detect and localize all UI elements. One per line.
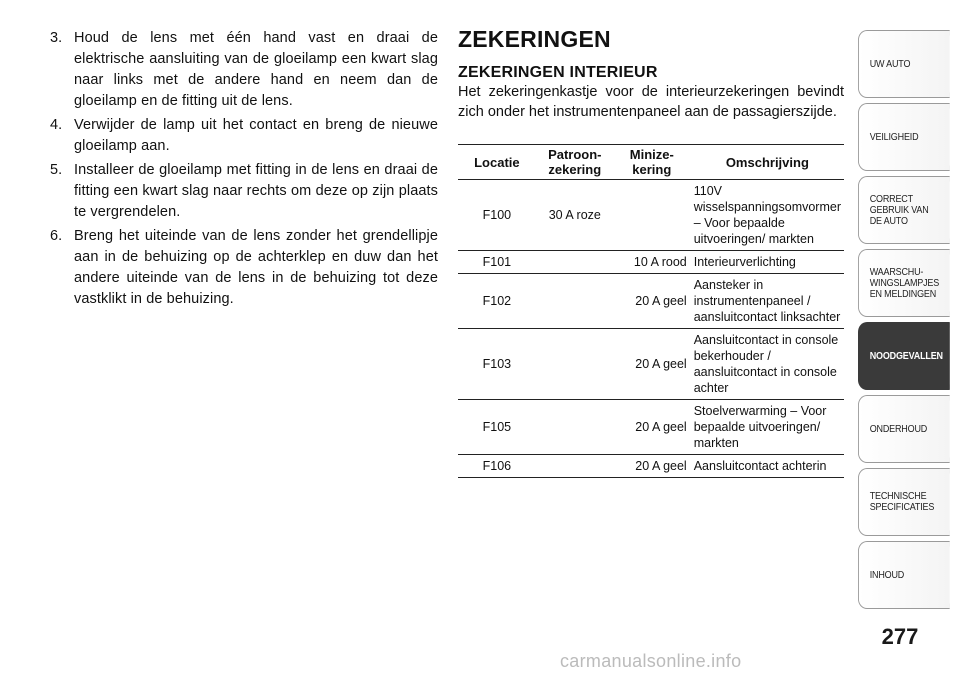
instruction-step <box>50 160 438 223</box>
step-text: Verwijder de lamp uit het contact en breng de nieuwe gloeilamp aan. <box>74 117 438 154</box>
cell-location: F103 <box>482 357 512 371</box>
cell-description: 110V wisselspanningsomvormer – Voor bepaalde uitvoeringen/ markten <box>693 184 841 246</box>
header-description: Omschrijving <box>725 154 809 170</box>
step-number: 3. <box>50 30 63 46</box>
instruction-step <box>50 226 438 310</box>
table-row <box>458 329 844 400</box>
cell-cartridge <box>536 274 614 329</box>
tab-label: TECHNISCHE SPECIFICATIES <box>869 491 935 513</box>
cell-mini: 10 A rood <box>633 255 687 269</box>
tab-label: WAARSCHU- WINGSLAMPJES EN MELDINGEN <box>869 266 940 300</box>
tab-label: INHOUD <box>869 569 905 581</box>
section-title: ZEKERINGEN <box>458 26 611 52</box>
cell-cartridge: 30 A roze <box>548 208 601 222</box>
subsection-title: ZEKERINGEN INTERIEUR <box>458 64 658 81</box>
step-text: Installeer de gloeilamp met fitting in de lens en draai de fitting een kwart slag naar rechts om deze op zijn plaats te vergrendelen. <box>74 162 438 220</box>
cell-location: F100 <box>482 208 512 222</box>
cell-cartridge <box>536 455 614 478</box>
cell-description: Aansteker in instrumentenpaneel / aansluitcontact linksachter <box>693 278 841 324</box>
instruction-step <box>50 28 438 112</box>
step-text: Breng het uiteinde van de lens zonder het grendellipje aan in de behuizing op de achterklep en duw dan het andere uiteinde van de lens in de behuizing tot deze vastklikt in de behuizing. <box>74 228 438 307</box>
cell-description: Stoelverwarming – Voor bepaalde uitvoeringen/ markten <box>693 404 827 450</box>
tab-label: VEILIGHEID <box>869 131 919 143</box>
table-row <box>458 180 844 251</box>
cell-mini: 20 A geel <box>635 357 687 371</box>
tab-label: CORRECT GEBRUIK VAN DE AUTO <box>869 193 929 227</box>
cell-location: F106 <box>482 459 512 473</box>
header-cartridge: Patroon- zekering <box>548 147 602 177</box>
cell-mini: 20 A geel <box>635 420 687 434</box>
table-row <box>458 251 844 274</box>
tab-inhoud[interactable] <box>858 541 950 609</box>
table-row <box>458 274 844 329</box>
table-row <box>458 455 844 478</box>
cell-description: Aansluitcontact in console bekerhouder / aansluitcontact in console achter <box>693 333 839 395</box>
cell-description: Interieurverlichting <box>693 255 796 269</box>
table-row <box>458 400 844 455</box>
step-number: 4. <box>50 117 63 133</box>
fuse-table <box>458 144 844 478</box>
tab-uw-auto[interactable] <box>858 30 950 98</box>
tab-veiligheid[interactable] <box>858 103 950 171</box>
intro-paragraph: Het zekeringenkastje voor de interieurzekeringen bevindt zich onder het instrumentenpaneel aan de passagierszijde. <box>458 84 844 120</box>
cell-cartridge <box>536 251 614 274</box>
cell-cartridge <box>536 329 614 400</box>
cell-cartridge <box>536 400 614 455</box>
step-number: 5. <box>50 162 63 178</box>
tab-onderhoud[interactable] <box>858 395 950 463</box>
cell-mini <box>614 180 690 251</box>
tab-label: ONDERHOUD <box>869 423 928 435</box>
page-number: 277 <box>881 624 919 649</box>
tab-label: UW AUTO <box>869 58 911 70</box>
cell-description: Aansluitcontact achterin <box>693 459 827 473</box>
instruction-step <box>50 115 438 157</box>
tab-correct-gebruik[interactable] <box>858 176 950 244</box>
tab-technische-specificaties[interactable] <box>858 468 950 536</box>
instruction-steps <box>50 28 438 313</box>
header-mini: Minize- kering <box>629 147 674 177</box>
watermark-text: carmanualsonline.info <box>560 651 742 671</box>
tab-label: NOODGEVALLEN <box>869 350 943 362</box>
cell-location: F102 <box>482 294 512 308</box>
cell-mini: 20 A geel <box>635 459 687 473</box>
tab-waarschuwingslampjes[interactable] <box>858 249 950 317</box>
step-number: 6. <box>50 228 63 244</box>
header-location: Locatie <box>474 154 520 170</box>
chapter-tabs <box>858 30 960 614</box>
step-text: Houd de lens met één hand vast en draai de elektrische aansluiting van de gloeilamp een kwart slag naar links met de andere hand en neem dan de gloeilamp en de fitting uit de lens. <box>74 30 438 109</box>
cell-location: F105 <box>482 420 512 434</box>
table-header-row <box>458 145 844 180</box>
tab-noodgevallen[interactable] <box>858 322 950 390</box>
cell-mini: 20 A geel <box>635 294 687 308</box>
cell-location: F101 <box>482 255 512 269</box>
